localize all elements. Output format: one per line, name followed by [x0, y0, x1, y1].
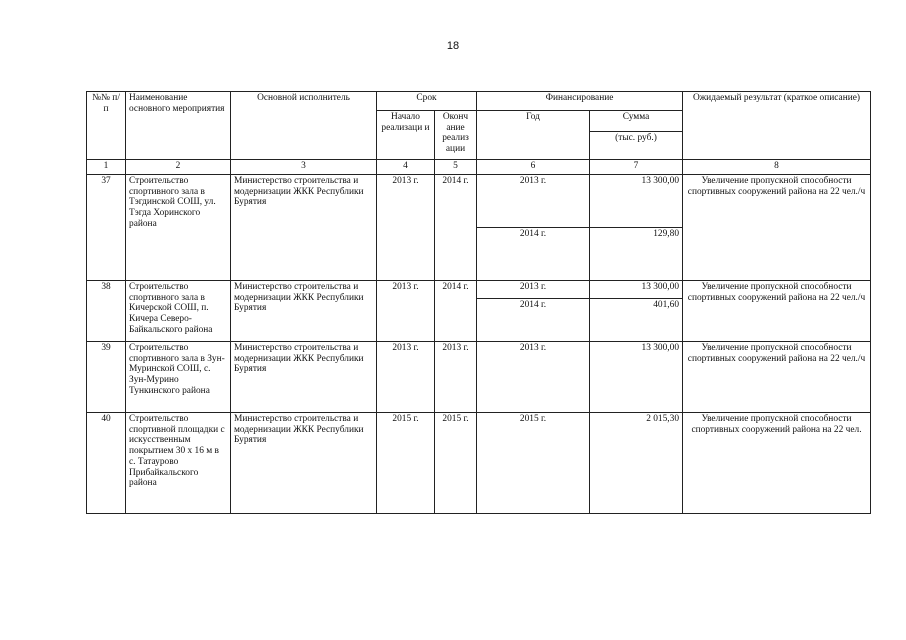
col-num-2: 2	[126, 160, 231, 175]
row-start: 2013 г.	[377, 175, 435, 281]
row-result: Увеличение пропускной способности спортивных сооружений района на 22 чел./ч	[683, 175, 871, 281]
row-start: 2015 г.	[377, 413, 435, 514]
row-year: 2013 г.	[477, 175, 590, 228]
row-name: Строительство спортивного зала в Кичерской СОШ, п. Кичера Северо-Байкальского района	[126, 281, 231, 342]
header-executor: Основной исполнитель	[231, 92, 377, 160]
col-num-7: 7	[590, 160, 683, 175]
row-num: 37	[87, 175, 126, 281]
row-sum: 401,60	[590, 299, 683, 342]
row-executor: Министерство строительства и модернизации ЖКК Республики Бурятия	[231, 281, 377, 342]
row-year: 2014 г.	[477, 299, 590, 342]
row-sum: 129,80	[590, 228, 683, 281]
row-num: 39	[87, 342, 126, 413]
row-result: Увеличение пропускной способности спортивных сооружений района на 22 чел.	[683, 413, 871, 514]
header-sum-unit: (тыс. руб.)	[590, 132, 683, 160]
header-start: Начало реализаци и	[377, 111, 435, 160]
table-row	[87, 342, 871, 413]
row-year: 2015 г.	[477, 413, 590, 514]
table-row	[87, 281, 871, 299]
row-executor: Министерство строительства и модернизации ЖКК Республики Бурятия	[231, 413, 377, 514]
row-name: Строительство спортивного зала в Тэгдинской СОШ, ул. Тэгда Хоринского района	[126, 175, 231, 281]
header-term: Срок	[377, 92, 477, 111]
row-name: Строительство спортивного зала в Зун-Муринской СОШ, с. Зун-Мурино Тункинского района	[126, 342, 231, 413]
row-end: 2014 г.	[435, 281, 477, 342]
row-num: 40	[87, 413, 126, 514]
header-year: Год	[477, 111, 590, 160]
table-row	[87, 413, 871, 514]
header-sum: Сумма	[590, 111, 683, 132]
header-name: Наименование основного мероприятия	[126, 92, 231, 160]
row-sum: 13 300,00	[590, 342, 683, 413]
col-num-4: 4	[377, 160, 435, 175]
col-num-5: 5	[435, 160, 477, 175]
row-sum: 13 300,00	[590, 175, 683, 228]
page-number: 18	[446, 40, 460, 52]
activities-table	[86, 91, 871, 514]
row-sum: 13 300,00	[590, 281, 683, 299]
row-result: Увеличение пропускной способности спортивных сооружений района на 22 чел./ч	[683, 281, 871, 342]
row-end: 2013 г.	[435, 342, 477, 413]
header-row-1	[87, 92, 871, 111]
row-executor: Министерство строительства и модернизации ЖКК Республики Бурятия	[231, 342, 377, 413]
header-end: Оконч ание реализ ации	[435, 111, 477, 160]
row-start: 2013 г.	[377, 281, 435, 342]
row-year: 2013 г.	[477, 281, 590, 299]
row-year: 2014 г.	[477, 228, 590, 281]
row-result: Увеличение пропускной способности спортивных сооружений района на 22 чел./ч	[683, 342, 871, 413]
row-year: 2013 г.	[477, 342, 590, 413]
row-name: Строительство спортивной площадки с искусственным покрытием 30 х 16 м в с. Татаурово Прибайкальского района	[126, 413, 231, 514]
column-numbers-row	[87, 160, 871, 175]
row-end: 2015 г.	[435, 413, 477, 514]
row-sum: 2 015,30	[590, 413, 683, 514]
row-executor: Министерство строительства и модернизации ЖКК Республики Бурятия	[231, 175, 377, 281]
row-end: 2014 г.	[435, 175, 477, 281]
col-num-3: 3	[231, 160, 377, 175]
col-num-1: 1	[87, 160, 126, 175]
col-num-6: 6	[477, 160, 590, 175]
row-start: 2013 г.	[377, 342, 435, 413]
header-result: Ожидаемый результат (краткое описание)	[683, 92, 871, 160]
col-num-8: 8	[683, 160, 871, 175]
header-financing: Финансирование	[477, 92, 683, 111]
table-row	[87, 175, 871, 228]
row-num: 38	[87, 281, 126, 342]
header-num: №№ п/п	[87, 92, 126, 160]
